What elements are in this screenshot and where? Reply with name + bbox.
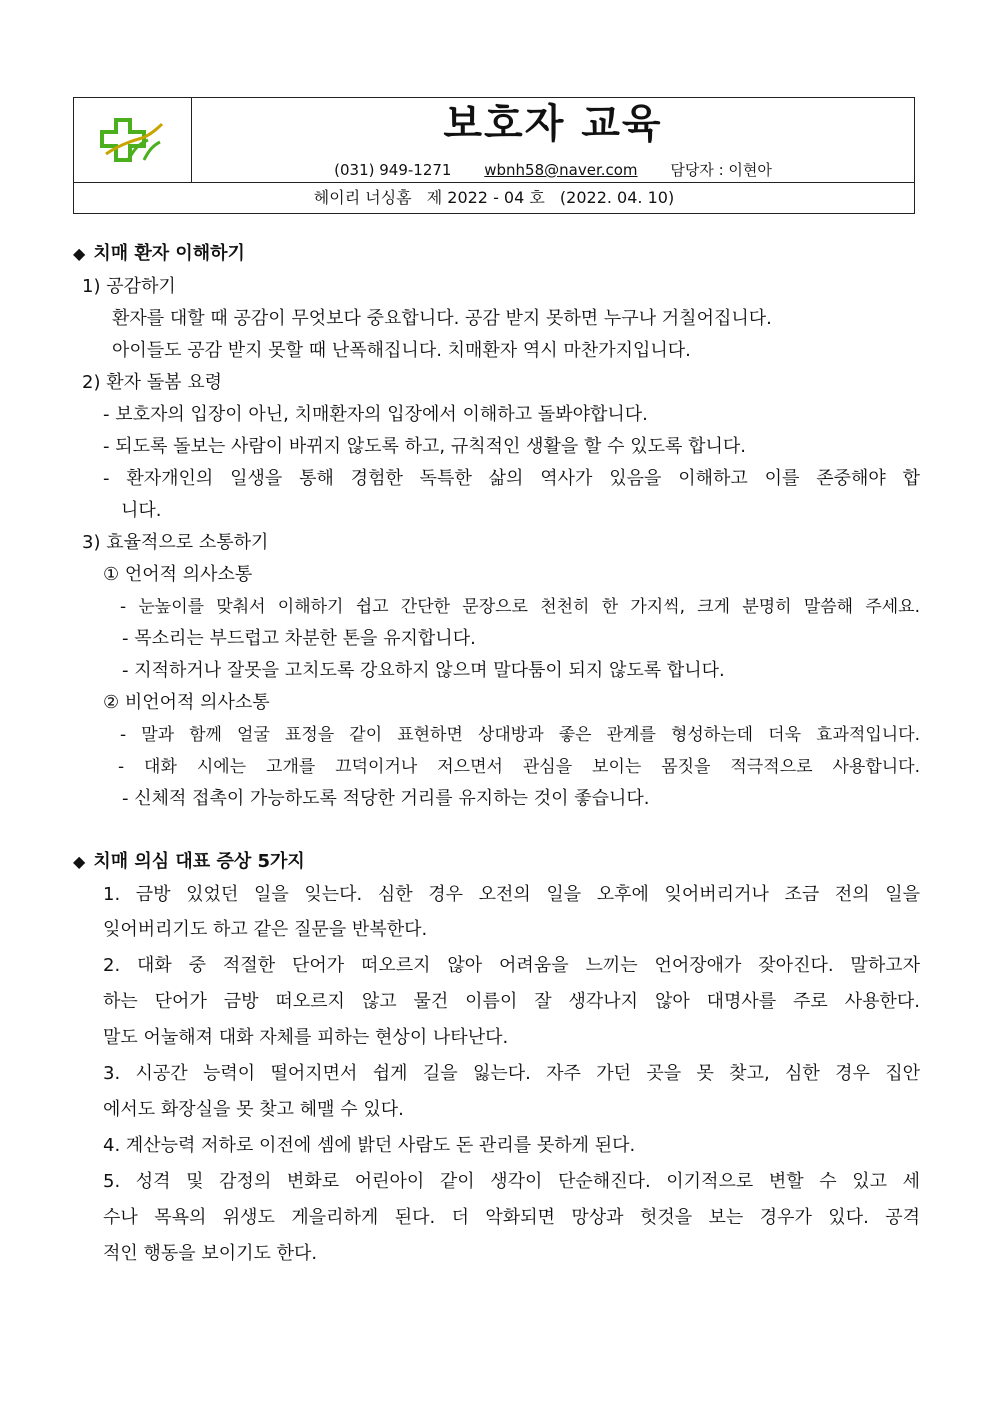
subsubsection-title: ② 비언어적 의사소통: [103, 692, 270, 713]
symptom-line: 에서도 화장실을 못 찾고 헤맬 수 있다.: [103, 1099, 404, 1120]
symptom-line: 잊어버리기도 하고 같은 질문을 반복한다.: [103, 919, 428, 940]
organization-name: 헤이리 너싱홈: [313, 188, 412, 207]
symptom-line: 3. 시공간 능력이 떨어지면서 쉽게 길을 잃는다. 자주 가던 곳을 못 찾고, 심한 경우 집안: [103, 1063, 920, 1084]
section-heading: [73, 850, 305, 874]
diamond-bullet-icon: ◆: [73, 244, 86, 263]
subsection-title: 1) 공감하기: [82, 276, 176, 297]
phone-number: (031) 949-1271: [334, 161, 452, 179]
symptom-line: 4. 계산능력 저하로 이전에 셈에 밝던 사람도 돈 관리를 못하게 된다.: [103, 1135, 636, 1156]
symptom-line: 2. 대화 중 적절한 단어가 떠오르지 않아 어려움을 느끼는 언어장애가 잦아진다. 말하고자: [103, 955, 920, 976]
subsubsection-title: ① 언어적 의사소통: [103, 564, 253, 585]
issue-date: (2022. 04. 10): [559, 188, 675, 207]
section-heading-text: 치매 환자 이해하기: [93, 243, 245, 264]
body-line: - 말과 함께 얼굴 표정을 같이 표현하면 상대방과 좋은 관계를 형성하는데 더욱 효과적입니다.: [120, 725, 920, 745]
body-line: - 보호자의 입장이 아닌, 치매환자의 입장에서 이해하고 돌봐야합니다.: [103, 404, 648, 425]
issue-number: 제 2022 - 04 호: [426, 188, 545, 207]
symptom-line: 말도 어눌해져 대화 자체를 피하는 현상이 나타난다.: [103, 1027, 509, 1048]
contact-info: [192, 160, 914, 180]
symptom-line: 하는 단어가 금방 떠오르지 않고 물건 이름이 잘 생각나지 않아 대명사를 주로 사용한다.: [103, 991, 920, 1012]
section-heading: [73, 242, 245, 266]
body-line: - 목소리는 부드럽고 차분한 톤을 유지합니다.: [122, 628, 476, 649]
body-line: 니다.: [121, 500, 162, 521]
body-line: - 되도록 돌보는 사람이 바뀌지 않도록 하고, 규칙적인 생활을 할 수 있도록 합니다.: [103, 436, 747, 457]
logo-cell: [74, 98, 192, 182]
nursing-home-logo-icon: [98, 116, 170, 166]
issue-row: [74, 182, 914, 213]
email-link[interactable]: wbnh58@naver.com: [484, 161, 638, 179]
body-line: 환자를 대할 때 공감이 무엇보다 중요합니다. 공감 받지 못하면 누구나 거칠어집니다.: [112, 308, 772, 329]
section-heading-text: 치매 의심 대표 증상 5가지: [93, 851, 305, 872]
diamond-bullet-icon: ◆: [73, 852, 86, 871]
symptom-line: 수나 목욕의 위생도 게을리하게 된다. 더 악화되면 망상과 헛것을 보는 경우가 있다. 공격: [103, 1207, 920, 1228]
symptom-line: 1. 금방 있었던 일을 잊는다. 심한 경우 오전의 일을 오후에 잊어버리거나 조금 전의 일을: [103, 884, 920, 905]
subsection-title: 2) 환자 돌봄 요령: [82, 372, 222, 393]
document-header: [73, 97, 915, 214]
body-line: - 대화 시에는 고개를 끄덕이거나 저으면서 관심을 보이는 몸짓을 적극적으로 사용합니다.: [118, 757, 920, 777]
body-line: - 신체적 접촉이 가능하도록 적당한 거리를 유지하는 것이 좋습니다.: [122, 788, 650, 809]
symptom-line: 적인 행동을 보이기도 한다.: [103, 1243, 318, 1264]
body-line: - 환자개인의 일생을 통해 경험한 독특한 삶의 역사가 있음을 이해하고 이를 존중해야 합: [103, 468, 920, 489]
manager-name: 담당자 : 이현아: [670, 161, 772, 179]
body-line: - 지적하거나 잘못을 고치도록 강요하지 않으며 말다툼이 되지 않도록 합니다.: [122, 660, 725, 681]
body-line: - 눈높이를 맞춰서 이해하기 쉽고 간단한 문장으로 천천히 한 가지씩, 크게 분명히 말씀해 주세요.: [120, 597, 920, 617]
page-title: 보호자 교육: [443, 101, 663, 147]
symptom-line: 5. 성격 및 감정의 변화로 어린아이 같이 생각이 단순해진다. 이기적으로 변할 수 있고 세: [103, 1171, 920, 1192]
body-line: 아이들도 공감 받지 못할 때 난폭해집니다. 치매환자 역시 마찬가지입니다.: [112, 340, 691, 361]
subsection-title: 3) 효율적으로 소통하기: [82, 532, 269, 553]
